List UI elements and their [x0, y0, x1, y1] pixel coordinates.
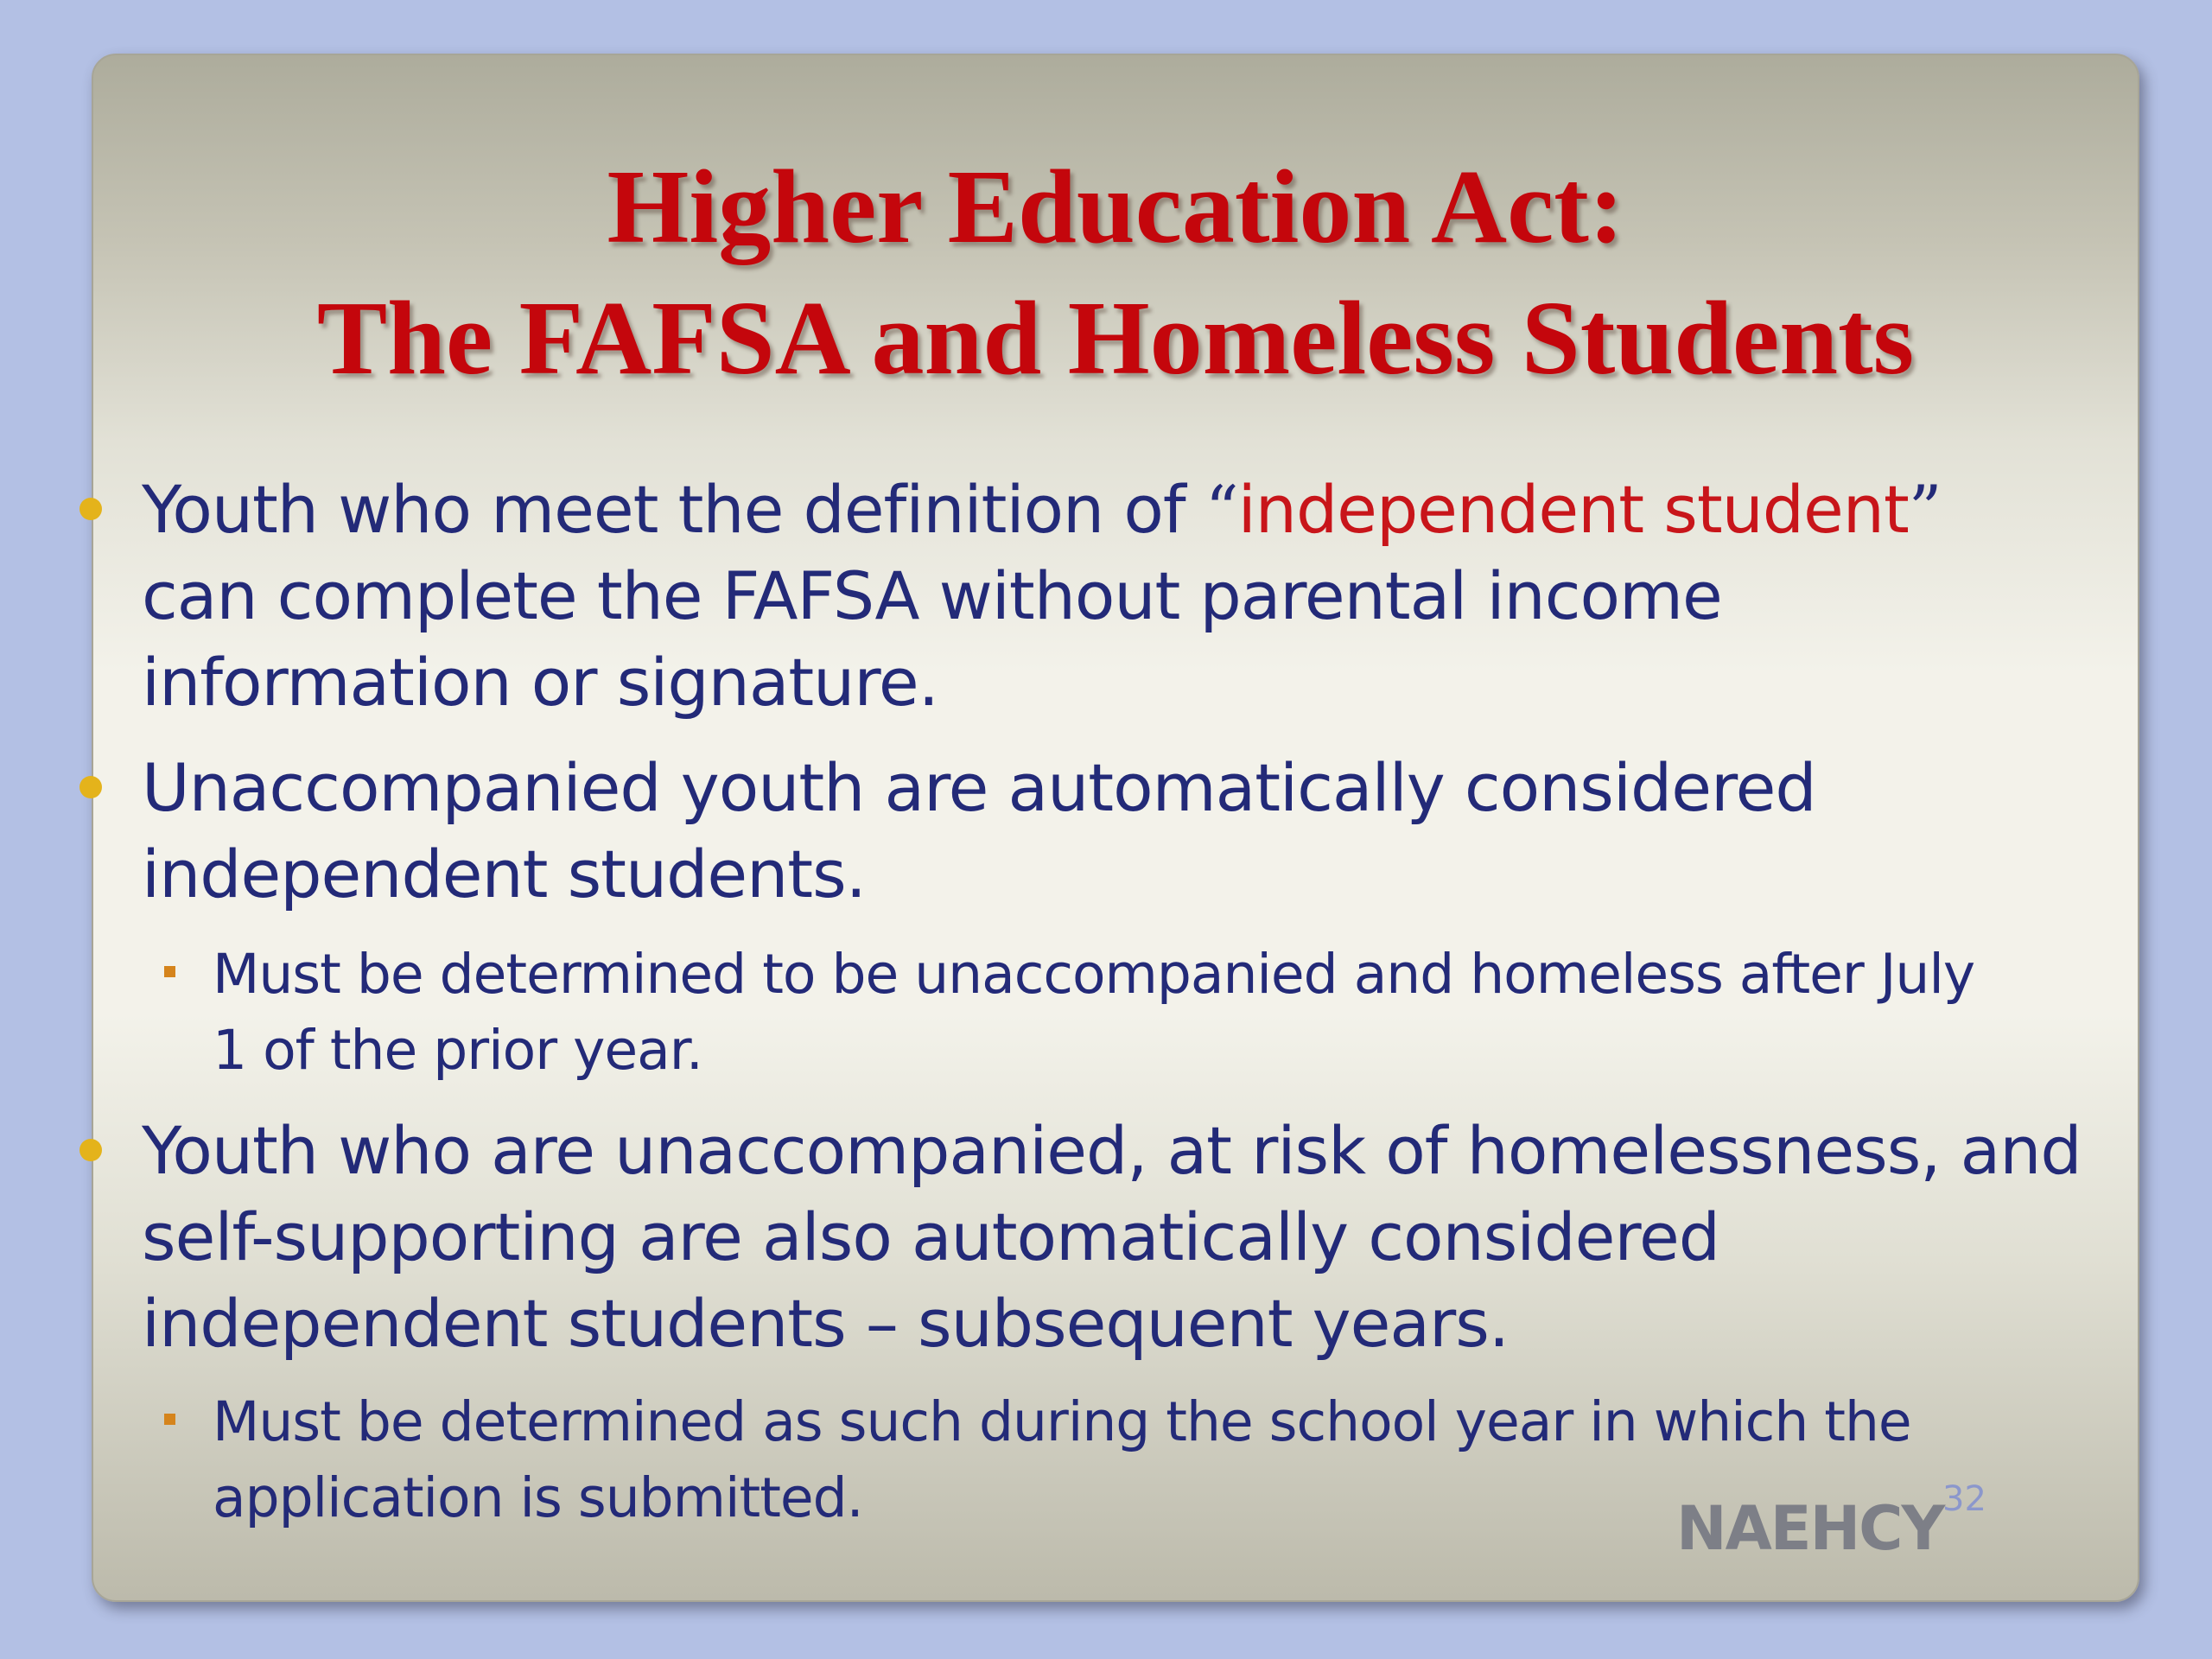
- independent-student-term: independent student: [1237, 471, 1909, 548]
- sub-bullet-square-icon: [164, 1414, 175, 1425]
- bullet-3: [142, 1108, 2094, 1367]
- slide-title-line-2: The FAFSA and Homeless Students: [316, 280, 1915, 397]
- bullet-1-post: can complete the FAFSA without parental income information or signature.: [142, 557, 1722, 721]
- sub-bullet-2-text: Must be determined to be unaccompanied and homeless after July 1 of the prior year.: [213, 943, 1975, 1082]
- sub-bullet-3-text: Must be determined as such during the school year in which the application is submitted.: [213, 1390, 1911, 1529]
- sub-bullet-2: [213, 937, 1984, 1089]
- open-quote: “: [1205, 471, 1238, 548]
- bullet-dot-icon: [79, 1139, 102, 1161]
- bullet-1-text: [142, 467, 2043, 726]
- bullet-1-pre: Youth who meet the definition of: [142, 471, 1205, 548]
- page-number: 32: [1942, 1479, 1986, 1519]
- close-quote: ”: [1908, 471, 1942, 548]
- bullet-2-text: Unaccompanied youth are automatically considered independent students.: [142, 749, 1816, 912]
- bullet-dot-icon: [79, 498, 102, 520]
- bullet-2: [142, 745, 1956, 918]
- sub-bullet-square-icon: [164, 966, 175, 977]
- bullet-3-text: Youth who are unaccompanied, at risk of homelessness, and self-supporting are also automatically considered independent students – subsequent years.: [142, 1112, 2082, 1362]
- bullet-1: [142, 467, 2043, 726]
- slide-title-line-1: Higher Education Act:: [607, 149, 1624, 265]
- bullet-dot-icon: [79, 776, 102, 798]
- naehcy-logo: NAEHCY: [1676, 1493, 1944, 1564]
